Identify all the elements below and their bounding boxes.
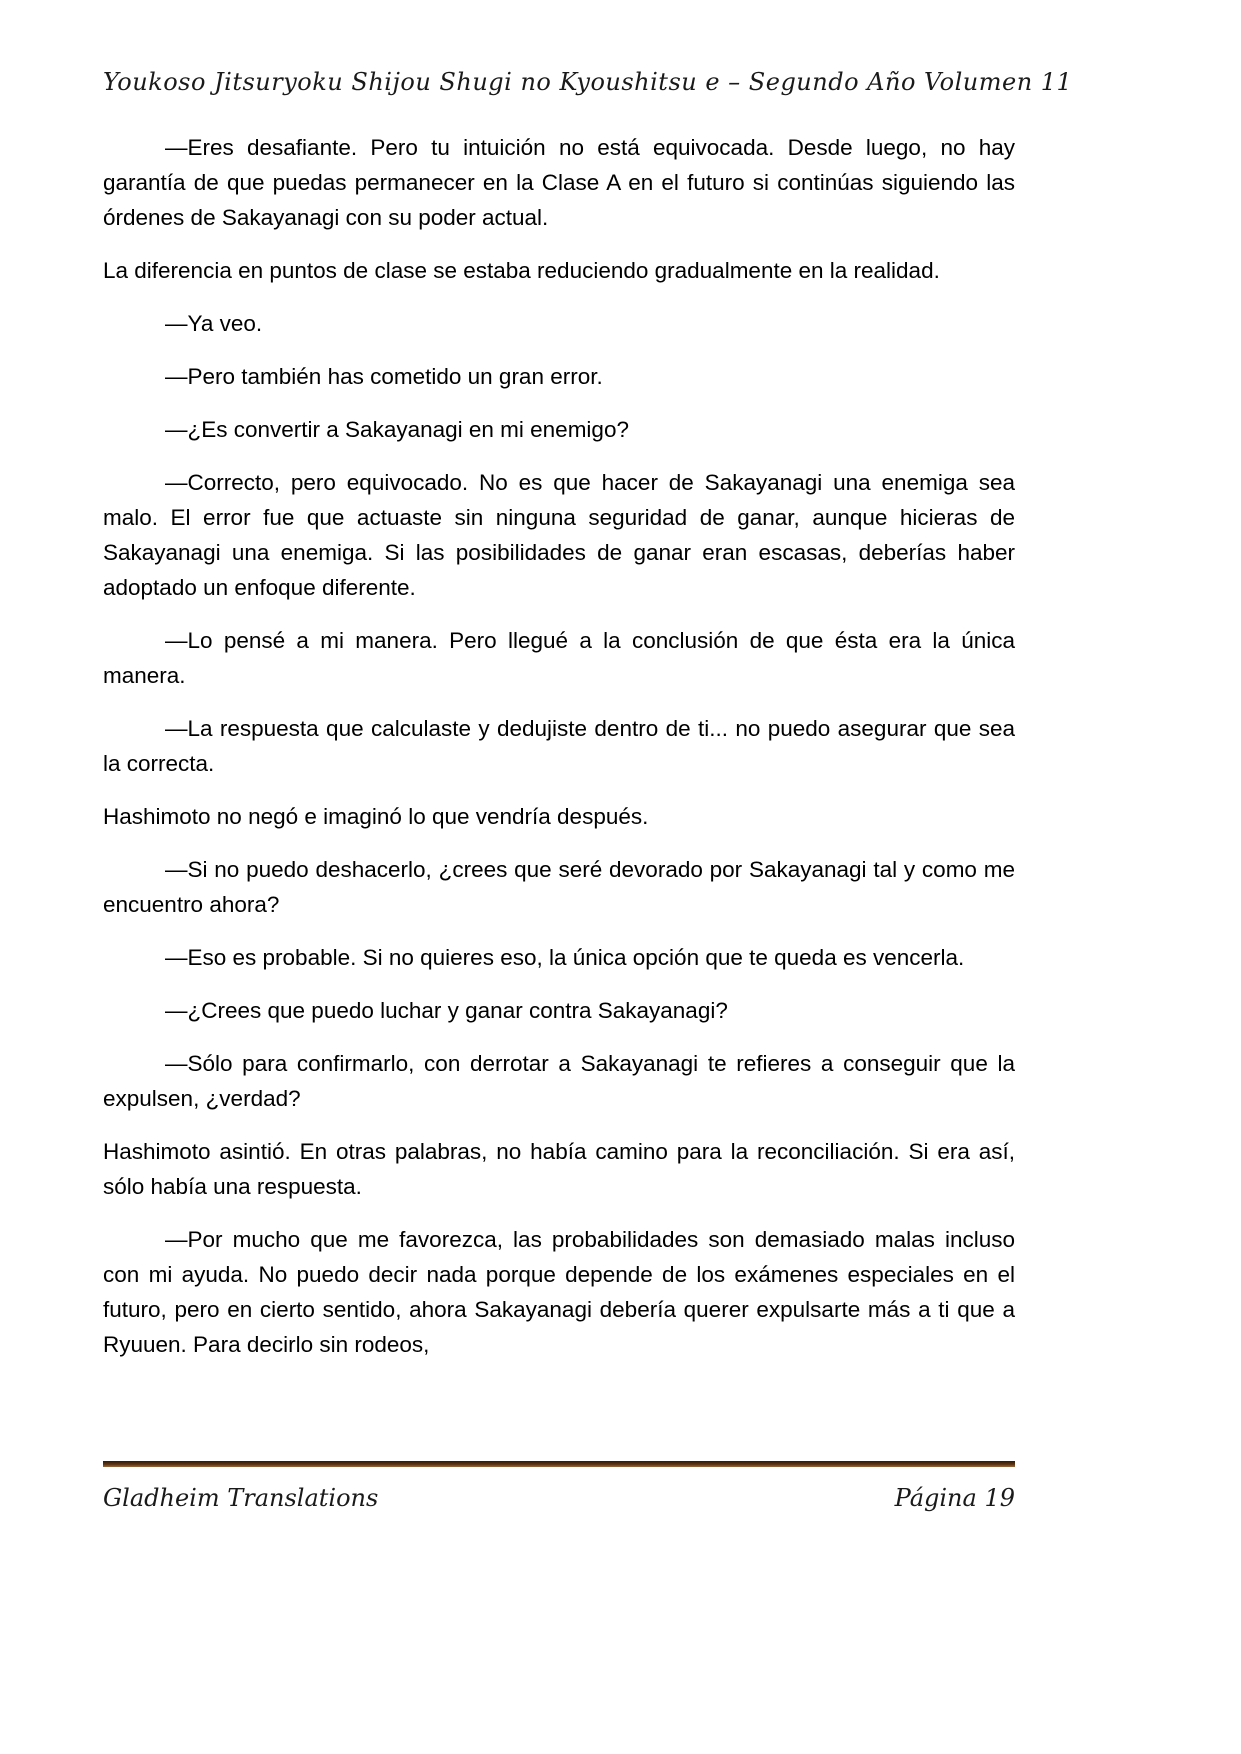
paragraph: —¿Crees que puedo luchar y ganar contra Sakayanagi? xyxy=(165,998,728,1023)
paragraph: —¿Es convertir a Sakayanagi en mi enemigo? xyxy=(165,417,629,442)
paragraph: —Lo pensé a mi manera. Pero llegué a la conclusión de que ésta era la única manera. xyxy=(103,628,1015,688)
page-footer xyxy=(103,1484,1015,1512)
paragraph: —La respuesta que calculaste y dedujiste dentro de ti... no puedo asegurar que sea la correcta. xyxy=(103,716,1015,776)
paragraph: —Correcto, pero equivocado. No es que hacer de Sakayanagi una enemiga sea malo. El error fue que actuaste sin ninguna seguridad de ganar, aunque hicieras de Sakayanagi una enemiga. Si las posibilidades de ganar eran escasas, deberías haber adoptado un enfoque diferente. xyxy=(103,470,1015,600)
document-body xyxy=(103,130,1015,1380)
paragraph: —Eso es probable. Si no quieres eso, la única opción que te queda es vencerla. xyxy=(165,945,965,970)
footer-translator-credit: Gladheim Translations xyxy=(103,1484,379,1512)
paragraph: —Por mucho que me favorezca, las probabilidades son demasiado malas incluso con mi ayuda. No puedo decir nada porque depende de los exámenes especiales en el futuro, pero en cierto sentido, ahora Sakayanagi debería querer expulsarte más a ti que a Ryuuen. Para decirlo sin rodeos, xyxy=(103,1227,1015,1357)
paragraph: La diferencia en puntos de clase se estaba reduciendo gradualmente en la realidad. xyxy=(103,258,940,283)
footer-divider-rule xyxy=(103,1461,1015,1467)
paragraph: —Sólo para confirmarlo, con derrotar a Sakayanagi te refieres a conseguir que la expulsen, ¿verdad? xyxy=(103,1051,1015,1111)
footer-page-number: Página 19 xyxy=(894,1484,1015,1512)
paragraph: —Pero también has cometido un gran error. xyxy=(165,364,603,389)
paragraph: Hashimoto asintió. En otras palabras, no había camino para la reconciliación. Si era así, sólo había una respuesta. xyxy=(103,1139,1015,1199)
paragraph: —Si no puedo deshacerlo, ¿crees que seré devorado por Sakayanagi tal y como me encuentro ahora? xyxy=(103,857,1015,917)
page-header-title: Youkoso Jitsuryoku Shijou Shugi no Kyoushitsu e – Segundo Año Volumen 11 xyxy=(103,68,1073,96)
paragraph: —Ya veo. xyxy=(165,311,263,336)
paragraph: Hashimoto no negó e imaginó lo que vendría después. xyxy=(103,804,649,829)
paragraph: —Eres desafiante. Pero tu intuición no está equivocada. Desde luego, no hay garantía de que puedas permanecer en la Clase A en el futuro si continúas siguiendo las órdenes de Sakayanagi con su poder actual. xyxy=(103,135,1015,230)
